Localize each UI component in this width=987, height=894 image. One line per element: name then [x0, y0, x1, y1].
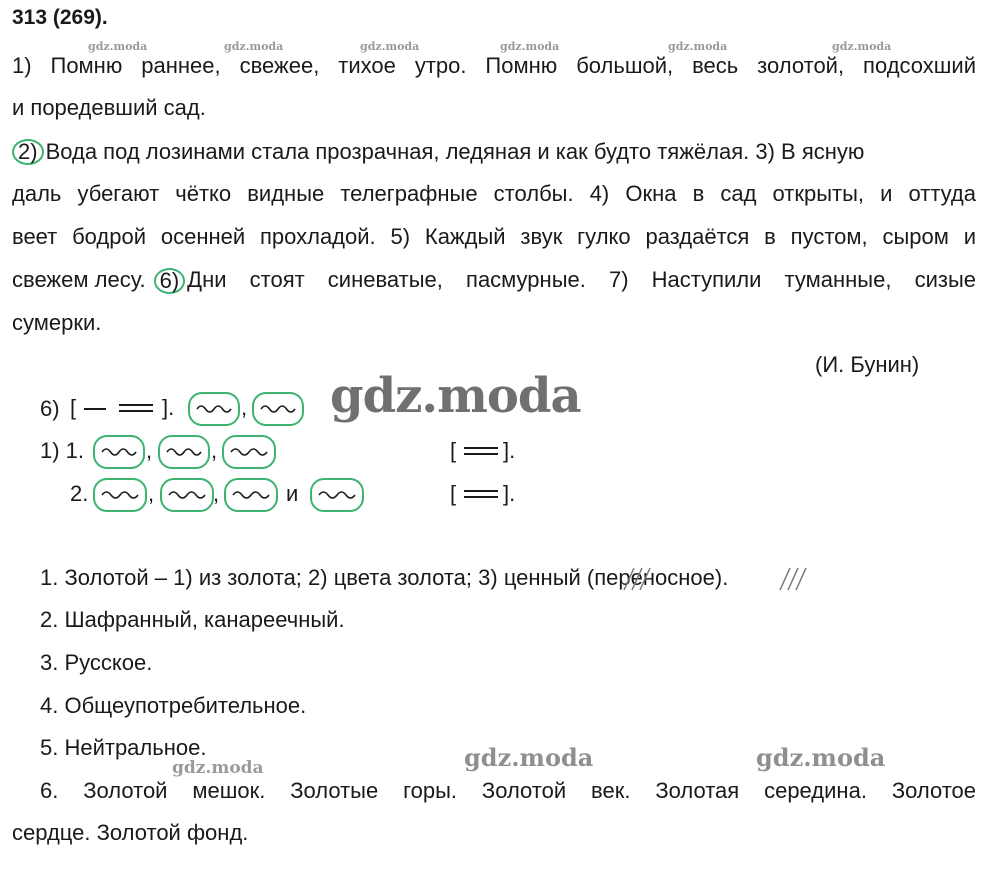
predicate-underline: [119, 404, 153, 406]
scheme-bracket: ].: [162, 395, 175, 420]
watermark: gdz.moda: [172, 758, 264, 778]
subject-underline: [84, 408, 106, 410]
strike-mark-icon: [620, 562, 660, 594]
exercise-title: 313 (269).: [12, 6, 108, 29]
scheme-6-label: 6): [40, 396, 60, 421]
text-line-7: сумерки.: [12, 310, 102, 335]
predicate-underline: [119, 410, 153, 412]
watermark: gdz.moda: [668, 40, 728, 53]
comma: ,: [148, 481, 155, 506]
comma: ,: [146, 438, 153, 463]
answer-4: 4. Общеупотребительное.: [40, 693, 307, 718]
author: (И. Бунин): [815, 352, 920, 377]
wavy-line-icon: [188, 392, 240, 426]
text-line-4: даль убегают чётко видные телеграфные столбы. 4) Окна в сад открыты, и оттуда: [12, 181, 976, 206]
conjunction: и: [286, 481, 299, 506]
scheme-bracket: [: [450, 481, 457, 506]
answer-1: 1. Золотой – 1) из золота; 2) цвета золота; 3) ценный (переносное).: [40, 565, 729, 590]
scheme-2-label: 2.: [70, 481, 89, 506]
wavy-line-icon: [93, 435, 145, 469]
wavy-line-icon: [252, 392, 304, 426]
answer-3: 3. Русское.: [40, 650, 153, 675]
wavy-line-icon: [224, 478, 278, 512]
watermark: gdz.moda: [756, 743, 886, 772]
watermark: gdz.moda: [500, 40, 560, 53]
scheme-bracket: [: [450, 438, 457, 463]
text-line-6: свежем лесу. 6) Дни стоят синеватые, пасмурные. 7) Наступили туманные, сизые: [12, 267, 976, 293]
answer-5: 5. Нейтральное.: [40, 735, 207, 760]
comma: ,: [241, 395, 248, 420]
answer-2: 2. Шафранный, канареечный.: [40, 607, 345, 632]
watermark: gdz.moda: [224, 40, 284, 53]
wavy-line-icon: [158, 435, 210, 469]
predicate-underline: [464, 447, 498, 449]
watermark: gdz.moda: [832, 40, 892, 53]
watermark: gdz.moda: [464, 743, 594, 772]
text-line-2: и поредевший сад.: [12, 95, 206, 120]
scheme-bracket: ].: [503, 481, 516, 506]
scheme-bracket: ].: [503, 438, 516, 463]
predicate-underline: [464, 453, 498, 455]
wavy-line-icon: [160, 478, 214, 512]
predicate-underline: [464, 490, 498, 492]
wavy-line-icon: [310, 478, 364, 512]
scheme-1-label: 1) 1.: [40, 438, 85, 463]
text-line-5: веет бодрой осенней прохладой. 5) Каждый звук гулко раздаётся в пустом, сыром и: [12, 224, 976, 249]
wavy-line-icon: [222, 435, 276, 469]
strike-mark-icon: [776, 562, 812, 594]
scheme-bracket: [: [70, 395, 77, 420]
watermark-large: gdz.moda: [330, 368, 581, 424]
comma: ,: [211, 438, 218, 463]
circled-number: 6): [154, 268, 186, 294]
answer-6-line-1: 6. Золотой мешок. Золотые горы. Золотой век. Золотая середина. Золотое: [40, 778, 976, 803]
wavy-line-icon: [93, 478, 147, 512]
answer-6-line-2: сердце. Золотой фонд.: [12, 820, 249, 845]
text-line-3: 2) Вода под лозинами стала прозрачная, ледяная и как будто тяжёлая. 3) В ясную: [12, 139, 976, 165]
predicate-underline: [464, 496, 498, 498]
text-line-1: 1) Помню раннее, свежее, тихое утро. Помню большой, весь золотой, подсохший: [12, 53, 976, 78]
comma: ,: [213, 481, 220, 506]
circled-number: 2): [12, 139, 44, 165]
watermark: gdz.moda: [88, 40, 148, 53]
watermark: gdz.moda: [360, 40, 420, 53]
